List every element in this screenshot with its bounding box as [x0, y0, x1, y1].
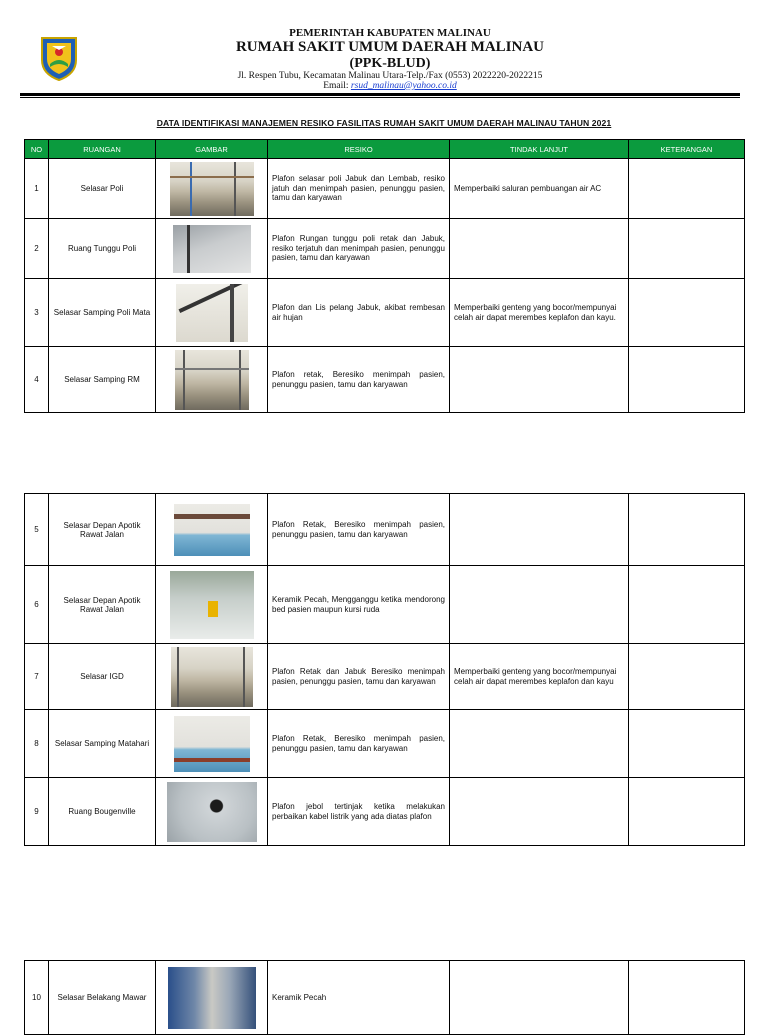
header-resiko: RESIKO — [268, 140, 450, 159]
row-ruangan: Ruang Bougenville — [49, 778, 156, 846]
row-keterangan — [629, 566, 745, 644]
row-no: 6 — [25, 566, 49, 644]
row-tindak-lanjut: Memperbaiki genteng yang bocor/mempunyai celah air dapat merembes keplafon dan kayu. — [450, 279, 629, 347]
row-tindak-lanjut — [450, 566, 629, 644]
row-tindak-lanjut — [450, 961, 629, 1035]
row-gambar — [156, 219, 268, 279]
letterhead-rule-thick — [20, 93, 740, 96]
row-no: 5 — [25, 494, 49, 566]
ceiling-photo — [174, 716, 250, 772]
row-resiko: Plafon retak, Beresiko menimpah pasien, penunggu pasien, tamu dan karyawan — [268, 347, 450, 413]
row-no: 9 — [25, 778, 49, 846]
row-ruangan: Selasar Samping Matahari — [49, 710, 156, 778]
table-row — [25, 219, 745, 279]
row-resiko: Plafon Rungan tunggu poli retak dan Jabuk, resiko terjatuh dan menimpah pasien, penunggu pasien, tamu dan karyawan — [268, 219, 450, 279]
row-ruangan: Ruang Tunggu Poli — [49, 219, 156, 279]
letterhead-line3: (PPK-BLUD) — [349, 56, 431, 71]
row-resiko: Plafon jebol tertinjak ketika melakukan perbaikan kabel listrik yang ada diatas plafon — [268, 778, 450, 846]
row-tindak-lanjut — [450, 347, 629, 413]
table-row — [25, 279, 745, 347]
row-tindak-lanjut — [450, 494, 629, 566]
row-ruangan: Selasar Samping RM — [49, 347, 156, 413]
row-no: 2 — [25, 219, 49, 279]
row-resiko: Keramik Pecah, Mengganggu ketika mendorong bed pasien maupun kursi ruda — [268, 566, 450, 644]
row-gambar — [156, 710, 268, 778]
email-link[interactable]: rsud_malinau@yahoo.co.id — [350, 81, 457, 91]
row-gambar — [156, 644, 268, 710]
letterhead-line1: PEMERINTAH KABUPATEN MALINAU — [289, 27, 491, 39]
ceiling-photo — [174, 504, 250, 556]
corridor-photo — [175, 350, 249, 410]
row-keterangan — [629, 494, 745, 566]
header-ruangan: RUANGAN — [49, 140, 156, 159]
row-no: 4 — [25, 347, 49, 413]
row-ruangan: Selasar Poli — [49, 159, 156, 219]
letterhead — [0, 0, 768, 100]
row-keterangan — [629, 961, 745, 1035]
row-tindak-lanjut: Memperbaiki genteng yang bocor/mempunyai celah air dapat merembes keplafon dan kayu — [450, 644, 629, 710]
risk-table-block-1 — [24, 139, 745, 413]
row-gambar — [156, 494, 268, 566]
corridor-photo — [171, 647, 253, 707]
corridor-photo — [170, 162, 254, 216]
header-tindak-lanjut: TINDAK LANJUT — [450, 140, 629, 159]
ceiling-hole-photo — [167, 782, 257, 842]
row-ruangan: Selasar Belakang Mawar — [49, 961, 156, 1035]
row-no: 8 — [25, 710, 49, 778]
row-resiko: Keramik Pecah — [268, 961, 450, 1035]
table-header-row — [25, 140, 745, 159]
table-row — [25, 778, 745, 846]
header-no: NO — [25, 140, 49, 159]
row-keterangan — [629, 279, 745, 347]
row-tindak-lanjut: Memperbaiki saluran pembuangan air AC — [450, 159, 629, 219]
table-row — [25, 961, 745, 1035]
row-resiko: Plafon Retak, Beresiko menimpah pasien, penunggu pasien, tamu dan karyawan — [268, 710, 450, 778]
row-resiko: Plafon Retak dan Jabuk Beresiko menimpah pasien, penunggu pasien, tamu dan karyawan — [268, 644, 450, 710]
roof-beam-photo — [176, 284, 248, 342]
risk-table-block-2 — [24, 493, 745, 846]
email-label: Email: — [323, 81, 349, 91]
row-keterangan — [629, 159, 745, 219]
row-tindak-lanjut — [450, 778, 629, 846]
row-keterangan — [629, 710, 745, 778]
row-keterangan — [629, 347, 745, 413]
letterhead-rule-thin — [20, 97, 740, 98]
wet-floor-sign-icon — [208, 601, 218, 617]
row-keterangan — [629, 778, 745, 846]
table-row — [25, 566, 745, 644]
floor-photo — [170, 571, 254, 639]
letterhead-hospital-name: RUMAH SAKIT UMUM DAERAH MALINAU — [235, 39, 545, 55]
row-tindak-lanjut — [450, 710, 629, 778]
table-row — [25, 494, 745, 566]
ceiling-photo — [173, 225, 251, 273]
hallway-photo — [168, 967, 256, 1029]
letterhead-address: Jl. Respen Tubu, Kecamatan Malinau Utara-Telp./Fax (0553) 2022220-2022215 — [237, 71, 543, 81]
header-keterangan: KETERANGAN — [629, 140, 745, 159]
row-no: 3 — [25, 279, 49, 347]
row-gambar — [156, 159, 268, 219]
table-row — [25, 710, 745, 778]
row-resiko: Plafon Retak, Beresiko menimpah pasien, penunggu pasien, tamu dan karyawan — [268, 494, 450, 566]
letterhead-email-line — [180, 81, 600, 91]
header-gambar: GAMBAR — [156, 140, 268, 159]
row-gambar — [156, 566, 268, 644]
table-row — [25, 644, 745, 710]
row-gambar — [156, 279, 268, 347]
row-gambar — [156, 347, 268, 413]
table-row — [25, 159, 745, 219]
row-no: 7 — [25, 644, 49, 710]
row-keterangan — [629, 219, 745, 279]
row-gambar — [156, 961, 268, 1035]
row-tindak-lanjut — [450, 219, 629, 279]
row-resiko: Plafon dan Lis pelang Jabuk, akibat rembesan air hujan — [268, 279, 450, 347]
document-title: DATA IDENTIFIKASI MANAJEMEN RESIKO FASILITAS RUMAH SAKIT UMUM DAERAH MALINAU TAHUN 2021 — [156, 118, 612, 128]
row-ruangan: Selasar IGD — [49, 644, 156, 710]
row-resiko: Plafon selasar poli Jabuk dan Lembab, resiko jatuh dan menimpah pasien, penunggu pasien, tamu dan karyawan — [268, 159, 450, 219]
row-no: 1 — [25, 159, 49, 219]
table-row — [25, 347, 745, 413]
crest-logo-icon — [38, 34, 80, 82]
row-keterangan — [629, 644, 745, 710]
row-no: 10 — [25, 961, 49, 1035]
row-ruangan: Selasar Depan Apotik Rawat Jalan — [49, 494, 156, 566]
row-gambar — [156, 778, 268, 846]
row-ruangan: Selasar Depan Apotik Rawat Jalan — [49, 566, 156, 644]
row-ruangan: Selasar Samping Poli Mata — [49, 279, 156, 347]
